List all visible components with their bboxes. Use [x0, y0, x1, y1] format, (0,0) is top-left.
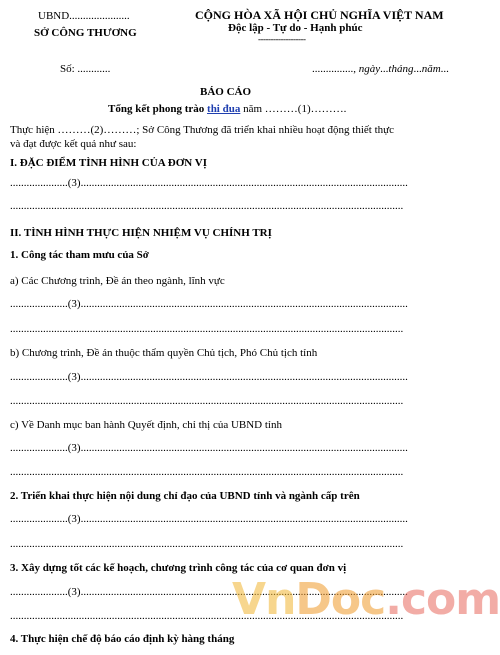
- subsection-2-heading: 2. Triển khai thực hiện nội dung chỉ đạo của UBND tỉnh và ngành cấp trên: [10, 490, 360, 502]
- item-c-label: c) Về Danh mục ban hành Quyết định, chỉ thị của UBND tỉnh: [10, 419, 282, 431]
- item-a-label: a) Các Chương trình, Đề án theo ngành, lĩnh vực: [10, 275, 225, 287]
- subsection-3-heading: 3. Xây dựng tốt các kế hoạch, chương trình công tác của cơ quan đơn vị: [10, 562, 347, 574]
- subsection-2-fill-1: .....................(3).......................................................................................................................: [10, 513, 408, 525]
- subsection-2-fill-2: ...............................................................................................................................................: [10, 538, 404, 550]
- section-1-fill-2: ...............................................................................................................................................: [10, 200, 404, 212]
- item-c-fill-2: ...............................................................................................................................................: [10, 466, 404, 478]
- item-a-fill-2: ...............................................................................................................................................: [10, 323, 404, 335]
- subsection-3-fill-1: .....................(3).......................................................................................................................: [10, 586, 408, 598]
- header-rule: -------------------: [258, 34, 306, 44]
- item-b-fill-1: .....................(3).......................................................................................................................: [10, 371, 408, 383]
- intro-line-1: Thực hiện ………(2)………; Sở Công Thương đã triển khai nhiều hoạt động thiết thực: [10, 124, 395, 136]
- report-title: BÁO CÁO: [200, 86, 252, 98]
- document-date: ..............., ngày...tháng...năm...: [312, 63, 449, 75]
- section-2-heading: II. TÌNH HÌNH THỰC HIỆN NHIỆM VỤ CHÍNH TRỊ: [10, 227, 272, 239]
- vndoc-watermark-logo: VnDoc.com: [232, 574, 500, 625]
- subsection-3-fill-2: ...............................................................................................................................................: [10, 610, 404, 622]
- intro-line-2: và đạt được kết quả như sau:: [10, 138, 137, 150]
- section-1-fill-1: .....................(3).......................................................................................................................: [10, 177, 408, 189]
- item-c-fill-1: .....................(3).......................................................................................................................: [10, 442, 408, 454]
- item-a-fill-1: .....................(3).......................................................................................................................: [10, 298, 408, 310]
- thi-dua-link[interactable]: thi đua: [207, 103, 241, 115]
- subsection-1-heading: 1. Công tác tham mưu của Sở: [10, 249, 149, 261]
- section-1-heading: I. ĐẶC ĐIỂM TÌNH HÌNH CỦA ĐƠN VỊ: [10, 157, 208, 169]
- header-org: UBND......................: [38, 10, 130, 22]
- subsection-4-heading: 4. Thực hiện chế độ báo cáo định kỳ hàng tháng: [10, 633, 235, 645]
- item-b-fill-2: ...............................................................................................................................................: [10, 395, 404, 407]
- item-b-label: b) Chương trình, Đề án thuộc thẩm quyền Chủ tịch, Phó Chủ tịch tỉnh: [10, 347, 318, 359]
- header-dept: SỞ CÔNG THƯƠNG: [34, 27, 137, 39]
- header-motto: Độc lập - Tự do - Hạnh phúc: [228, 22, 363, 34]
- header-country: CỘNG HÒA XÃ HỘI CHỦ NGHĨA VIỆT NAM: [195, 8, 444, 22]
- document-number: Số: ............: [60, 63, 111, 75]
- report-subtitle: Tổng kết phong trào thi đua năm ………(1)……….: [108, 103, 347, 115]
